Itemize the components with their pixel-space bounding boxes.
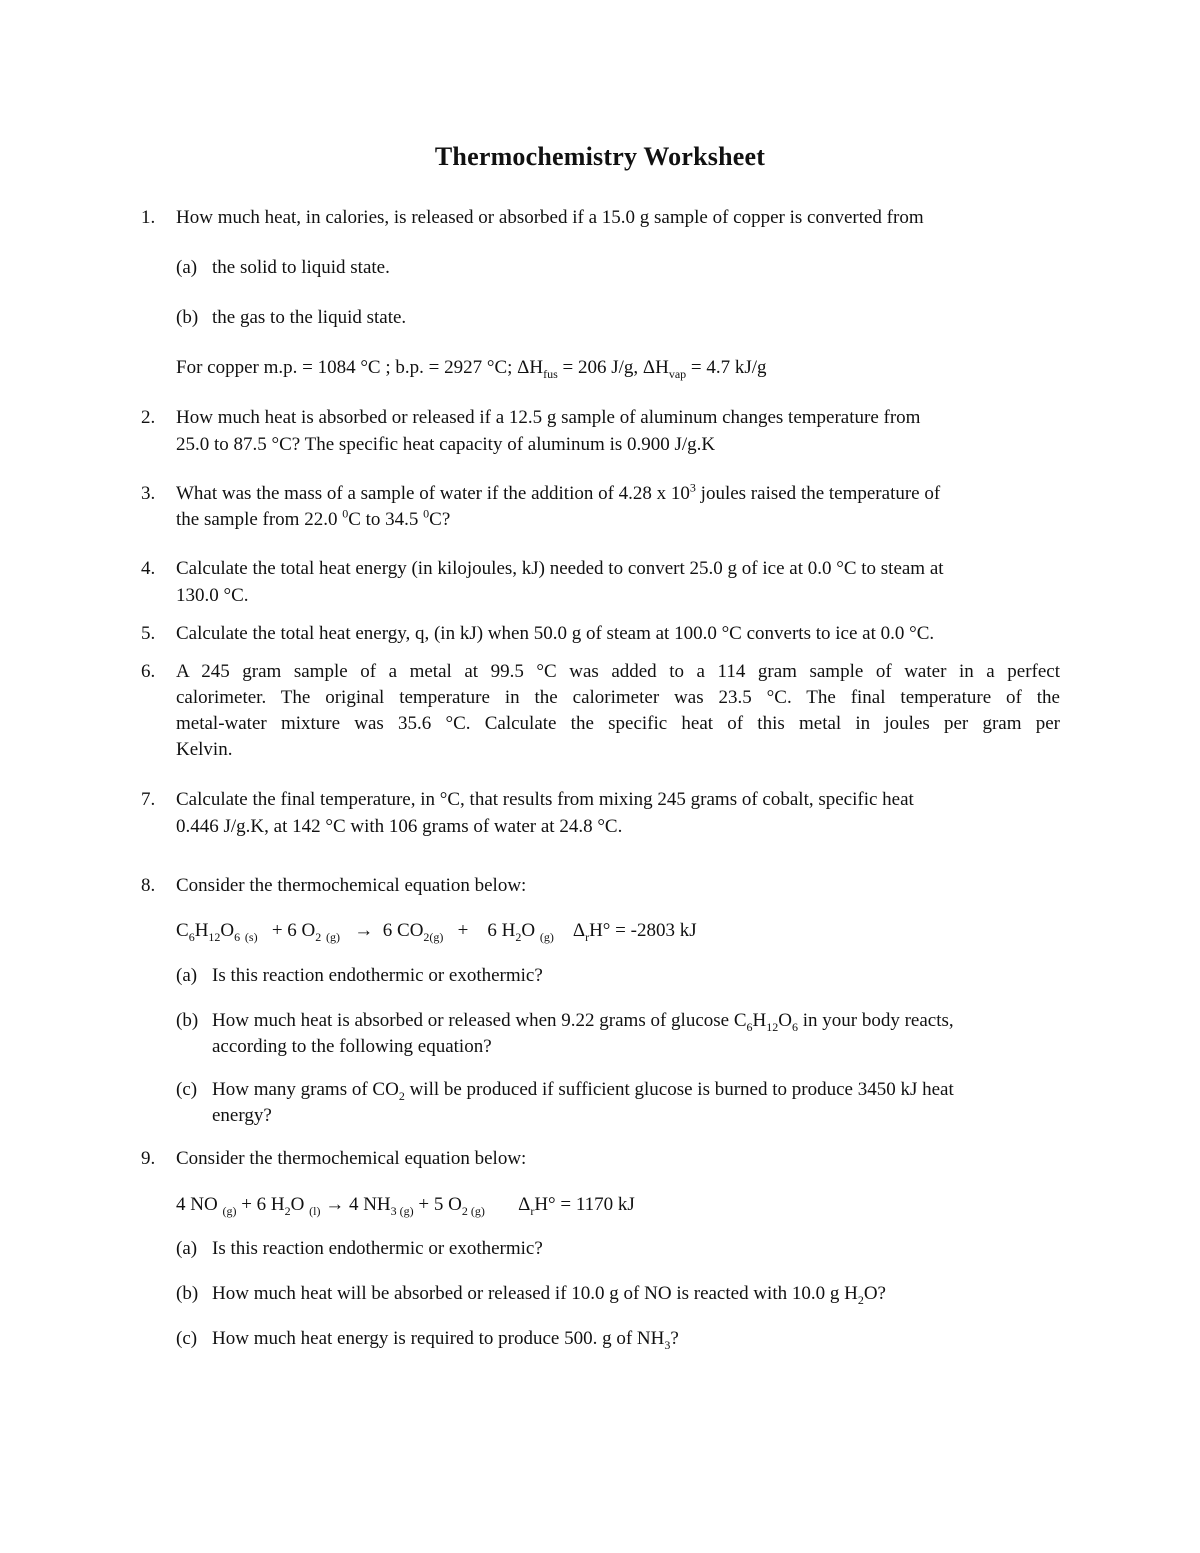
text-run: C? — [429, 509, 451, 530]
subscript: 3 — [664, 1337, 671, 1352]
part-label: (b) — [176, 307, 199, 328]
no-reaction-equation — [176, 1192, 635, 1218]
text-run: How much heat is absorbed or released when 9.22 grams of glucose C — [212, 1010, 747, 1031]
subscript: fus — [543, 366, 558, 381]
superscript: 3 — [689, 480, 696, 495]
subscript: 12 — [766, 1019, 779, 1034]
text-run: What was the mass of a sample of water if the addition of 4.28 x 10 — [176, 483, 690, 504]
question-text: Consider the thermochemical equation below: — [176, 1148, 527, 1169]
part-text — [212, 1281, 886, 1307]
question-number: 7. — [141, 789, 156, 810]
copper-data — [176, 355, 767, 381]
question-number: 9. — [141, 1148, 156, 1169]
part-text: Is this reaction endothermic or exothermic? — [212, 965, 543, 986]
text-run: O — [220, 920, 235, 941]
enthalpy-value: H° = -2803 kJ — [589, 920, 697, 941]
state-label: (g) — [396, 1203, 414, 1218]
text-run: + 6 H — [236, 1194, 285, 1215]
text-run: will be produced if sufficient glucose is burned to produce 3450 kJ heat — [404, 1079, 954, 1100]
text-run: O? — [863, 1283, 886, 1304]
state-label: (l) — [309, 1203, 321, 1218]
data-text: = 4.7 kJ/g — [686, 357, 767, 378]
question-number: 1. — [141, 207, 156, 228]
question-3-line-2 — [176, 507, 450, 533]
part-label: (a) — [176, 257, 198, 278]
subscript: 2 — [857, 1292, 864, 1307]
question-4-line-2: 130.0 °C. — [176, 585, 249, 606]
subscript: 6 — [188, 929, 195, 944]
text-run: How much heat will be absorbed or released if 10.0 g of NO is reacted with 10.0 g H — [212, 1283, 858, 1304]
subscript: 2 — [461, 1203, 468, 1218]
question-6-line-4: Kelvin. — [176, 739, 233, 760]
text-run: + 5 O — [413, 1194, 462, 1215]
text-run: 6 CO — [382, 920, 424, 941]
question-number: 2. — [141, 407, 156, 428]
subscript: 6 — [234, 929, 241, 944]
part-label: (a) — [176, 1238, 198, 1259]
enthalpy-value: H° = 1170 kJ — [534, 1194, 635, 1215]
text-run: 6 H — [487, 920, 516, 941]
subscript: 2 — [284, 1203, 291, 1218]
question-7-line-2: 0.446 J/g.K, at 142 °C with 106 grams of water at 24.8 °C. — [176, 816, 623, 837]
text-run: the sample from 22.0 — [176, 509, 343, 530]
part-label: (b) — [176, 1010, 199, 1031]
text-run: O — [290, 1194, 310, 1215]
part-label: (b) — [176, 1283, 199, 1304]
subscript: 12 — [208, 929, 221, 944]
text-run: H — [752, 1010, 767, 1031]
question-6-line-1: A 245 gram sample of a metal at 99.5 °C was added to a 114 gram sample of water in a perfect — [176, 661, 1060, 682]
text-run: 4 NO — [176, 1194, 223, 1215]
text-run: → 4 NH — [320, 1194, 391, 1215]
superscript: 0 — [423, 506, 430, 521]
state-label: (g) — [429, 929, 444, 944]
subscript: 3 — [390, 1203, 397, 1218]
subscript: r — [585, 929, 590, 944]
data-text: = 206 J/g, ΔH — [557, 357, 669, 378]
subscript: vap — [668, 366, 687, 381]
question-text: How much heat is absorbed or released if a 12.5 g sample of aluminum changes temperature from — [176, 407, 921, 428]
part-label: (a) — [176, 965, 198, 986]
part-text — [212, 1326, 679, 1352]
subscript: 6 — [746, 1019, 753, 1034]
question-8c-line-2: energy? — [212, 1105, 272, 1126]
question-text: Consider the thermochemical equation below: — [176, 875, 527, 896]
reaction-arrow: → — [354, 920, 374, 941]
text-run: ? — [670, 1328, 679, 1349]
question-text — [176, 481, 940, 507]
subscript: 2 — [515, 929, 522, 944]
question-6-line-2: calorimeter. The original temperature in the calorimeter was 23.5 °C. The final temperature of the — [176, 687, 1060, 708]
question-number: 6. — [141, 661, 156, 682]
state-label: (g) — [326, 929, 341, 944]
glucose-combustion-equation — [176, 918, 697, 944]
question-number: 8. — [141, 875, 156, 896]
text-run: joules raised the temperature of — [695, 483, 941, 504]
text-run: C — [176, 920, 189, 941]
superscript: 0 — [342, 506, 349, 521]
part-text: the gas to the liquid state. — [212, 307, 407, 328]
text-run: in your body reacts, — [797, 1010, 954, 1031]
subscript: r — [530, 1203, 535, 1218]
question-2-line-2: 25.0 to 87.5 °C? The specific heat capacity of aluminum is 0.900 J/g.K — [176, 434, 716, 455]
part-text — [212, 1077, 954, 1103]
part-text: the solid to liquid state. — [212, 257, 390, 278]
question-number: 5. — [141, 623, 156, 644]
subscript: 6 — [791, 1019, 798, 1034]
subscript: 2 — [398, 1088, 405, 1103]
subscript: 2 — [423, 929, 430, 944]
question-text: How much heat, in calories, is released or absorbed if a 15.0 g sample of copper is converted from — [176, 207, 924, 228]
text-run: O — [778, 1010, 792, 1031]
question-text: Calculate the total heat energy, q, (in kJ) when 50.0 g of steam at 100.0 °C converts to ice at 0.0 °C. — [176, 623, 935, 644]
text-run: + — [457, 920, 469, 941]
question-6-line-3: metal-water mixture was 35.6 °C. Calculate the specific heat of this metal in joules per gram per — [176, 713, 1060, 734]
page-title: Thermochemistry Worksheet — [434, 142, 766, 171]
text-run: Δ — [572, 920, 586, 941]
text-run: Δ — [518, 1194, 531, 1215]
text-run: How many grams of CO — [212, 1079, 399, 1100]
question-number: 3. — [141, 483, 156, 504]
text-run: H — [194, 920, 209, 941]
part-label: (c) — [176, 1328, 198, 1349]
part-label: (c) — [176, 1079, 198, 1100]
subscript: 2 — [315, 929, 322, 944]
text-run: O — [521, 920, 536, 941]
state-label: (g) — [539, 929, 554, 944]
data-text: For copper m.p. = 1084 °C ; b.p. = 2927 °C; ΔH — [176, 357, 544, 378]
state-label: (s) — [244, 929, 258, 944]
state-label: (g) — [467, 1203, 485, 1218]
text-run: How much heat energy is required to produce 500. g of NH — [212, 1328, 665, 1349]
question-text: Calculate the final temperature, in °C, that results from mixing 245 grams of cobalt, specific heat — [176, 789, 914, 810]
text-run: + 6 O — [271, 920, 316, 941]
question-text: Calculate the total heat energy (in kilojoules, kJ) needed to convert 25.0 g of ice at 0.0 °C to steam at — [176, 558, 944, 579]
question-8b-line-2: according to the following equation? — [212, 1036, 492, 1057]
question-number: 4. — [141, 558, 156, 579]
text-run: C to 34.5 — [348, 509, 424, 530]
state-label: (g) — [222, 1203, 237, 1218]
part-text — [212, 1008, 954, 1034]
part-text: Is this reaction endothermic or exothermic? — [212, 1238, 543, 1259]
